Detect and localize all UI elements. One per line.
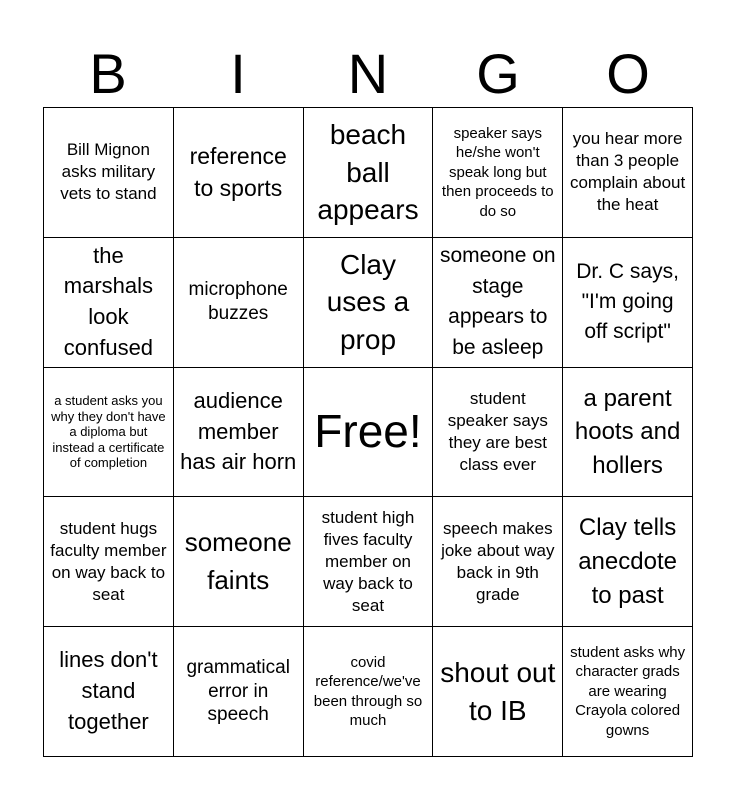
bingo-cell[interactable]: you hear more than 3 people complain about the heat [563,108,693,238]
bingo-cell[interactable]: a parent hoots and hollers [563,368,693,498]
header-letter-i: I [230,42,246,105]
bingo-cell[interactable]: audience member has air horn [174,368,304,498]
bingo-cell[interactable]: student speaker says they are best class ever [433,368,563,498]
bingo-cell[interactable]: grammatical error in speech [174,627,304,757]
bingo-cell[interactable]: reference to sports [174,108,304,238]
bingo-cell[interactable]: Clay tells anecdote to past [563,497,693,627]
header-letter-o: O [606,42,650,105]
header-letter-b: B [89,42,127,105]
bingo-cell[interactable]: shout out to IB [433,627,563,757]
bingo-cell[interactable]: the marshals look confused [44,238,174,368]
bingo-cell[interactable]: speech makes joke about way back in 9th grade [433,497,563,627]
bingo-header [43,40,693,108]
header-letter-g: G [476,42,520,105]
bingo-cell[interactable]: someone on stage appears to be asleep [433,238,563,368]
bingo-cell[interactable]: student high fives faculty member on way back to seat [304,497,434,627]
bingo-grid [43,107,693,757]
header-letter-n: N [347,42,389,105]
bingo-cell[interactable]: student asks why character grads are wearing Crayola colored gowns [563,627,693,757]
bingo-cell[interactable]: lines don't stand together [44,627,174,757]
bingo-cell[interactable]: student hugs faculty member on way back to seat [44,497,174,627]
bingo-cell[interactable]: Dr. C says, "I'm going off script" [563,238,693,368]
bingo-cell[interactable]: microphone buzzes [174,238,304,368]
bingo-cell[interactable]: a student asks you why they don't have a diploma but instead a certificate of completion [44,368,174,498]
bingo-cell[interactable]: someone faints [174,497,304,627]
bingo-cell[interactable]: Clay uses a prop [304,238,434,368]
bingo-cell[interactable]: covid reference/we've been through so much [304,627,434,757]
bingo-cell[interactable]: speaker says he/she won't speak long but then proceeds to do so [433,108,563,238]
bingo-cell[interactable]: Bill Mignon asks military vets to stand [44,108,174,238]
free-space[interactable]: Free! [304,368,434,498]
bingo-cell[interactable]: beach ball appears [304,108,434,238]
